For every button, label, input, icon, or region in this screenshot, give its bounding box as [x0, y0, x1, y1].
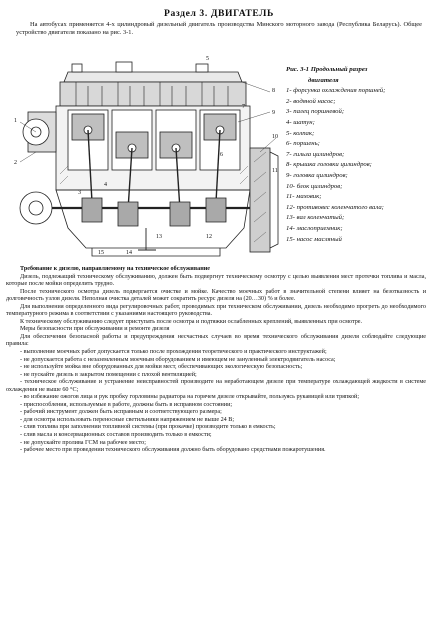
safety-rule: - не пускайте дизель в закрытом помещении с плохой вентиляцией; — [20, 371, 197, 378]
safety-rule: - приспособления, используемые в работе, должны быть в исправном состоянии; — [20, 401, 233, 408]
caption-title: Рис. 3-1 Продольный разрез — [286, 66, 368, 73]
safety-rule: - не используйте мойка вне оборудованных для мойки мест, обеспечивающих экологическую безопасность; — [20, 364, 303, 371]
callout-label: 15 — [98, 250, 104, 256]
callout-label: 12 — [206, 234, 212, 240]
legend-item: 3- палец поршневой; — [286, 108, 345, 116]
callout-label: 5 — [206, 56, 209, 62]
requirements-heading: Требование к дизелю, направляемому на техническое обслуживание — [20, 266, 211, 272]
callout-label: 3 — [78, 190, 81, 196]
callout-label: 14 — [126, 250, 132, 256]
callout-label: 10 — [272, 134, 278, 140]
callout-label: 6 — [220, 152, 223, 158]
safety-rule: - не допускайте пролива ГСМ на рабочее место; — [20, 439, 146, 446]
paragraph: После технического осмотра дизель подвергается очистке и мойке. Качество моечных работ в значительной степени влияет на безотказность и долговечность узлов дизеля. Неполная очистка деталей может сократить ресурс дизеля на (20…30) % и более. — [6, 288, 426, 303]
callout-label: 9 — [272, 110, 275, 116]
intro-paragraph: На автобусах применяется 4-х цилиндровый дизельный двигатель производства Минского моторного завода (Республика Беларусь). Общее устройство двигателя показано на рис. 3-1. — [16, 21, 422, 36]
legend-item: 15- насос масляный — [286, 235, 342, 243]
safety-rule: - во избежание ожогов лица и рук пробку горловины радиатора на горячем дизеле открывайте, пользуясь рукавицей или тряпкой; — [20, 394, 360, 401]
callout-label: 7 — [242, 104, 245, 110]
callout-label: 4 — [104, 182, 107, 188]
paragraph: Для выполнения определенного вида регулировочных работ, проводимых при техническом обслуживании, дизель необходимо прогреть до необходимого температурного режима в соответствии с указаниями настоящего руководства. — [6, 303, 426, 318]
safety-rule: - для осмотра использовать переносные светильники напряжением не выше 24 В; — [20, 416, 235, 423]
safety-rule: - рабочий инструмент должен быть исправным и соответствующего размера; — [20, 409, 222, 416]
safety-rule: - слив масла и консервационных составов производить только в емкости; — [20, 432, 212, 439]
callout-label: 8 — [272, 88, 275, 94]
legend-item: 9- головка цилиндров; — [286, 171, 348, 179]
legend-item: 10- блок цилиндров; — [286, 182, 343, 190]
safety-rule: - рабочее место при проведении технического обслуживания должно быть оборудовано средствами пожаротушения. — [20, 447, 326, 454]
figure-legend — [286, 86, 431, 245]
legend-item: 12- противовес коленчатого вала; — [286, 203, 384, 211]
section-title: Раздел 3. ДВИГАТЕЛЬ — [164, 8, 274, 19]
engine-section-drawing — [6, 52, 288, 260]
main-text — [6, 266, 426, 455]
callout-label: 2 — [14, 160, 17, 166]
callout-label: 1 — [14, 118, 17, 124]
paragraph: Дизель, подлежащий техническому обслуживанию, должен быть подвергнут техническому осмотру с целью выявления мест протечки топлива и масла, которые после мойки определить трудно. — [6, 273, 426, 288]
legend-item: 5- колпак; — [286, 129, 315, 137]
legend-item: 7- гильза цилиндров; — [286, 150, 345, 158]
legend-item: 8- крышка головки цилиндров; — [286, 161, 372, 169]
paragraph: Для обеспечения безопасной работы и предупреждения несчастных случаев во время технического обслуживания дизеля соблюдайте следующие правила: — [6, 333, 426, 348]
legend-item: 14- маслоприемник; — [286, 224, 343, 232]
safety-rule: - не допускается работа с незаземленным моечным оборудованием и имеющем не зануленный электродвигатель насоса; — [20, 356, 336, 363]
callout-label: 11 — [272, 168, 278, 174]
safety-rule: - техническое обслуживание и устранение неисправностей производите на неработающем дизеле при температуре охлаждающей жидкости в системе охлаждения не выше 60 °С; — [6, 379, 426, 393]
callout-label: 13 — [156, 234, 162, 240]
legend-item: 13- вал коленчатый; — [286, 214, 345, 222]
legend-item: 1- форсунка охлаждения поршней; — [286, 87, 386, 95]
legend-item: 6- поршень; — [286, 140, 320, 148]
legend-item: 4- шатун; — [286, 118, 315, 126]
safety-rule: - выполнение моечных работ допускается только после прохождения теоретического и практического инструктажей; — [20, 349, 327, 356]
legend-item: 11- маховик; — [286, 193, 322, 201]
legend-item: 2- водяной насос; — [286, 97, 336, 105]
paragraph: К техническому обслуживанию следует приступать после осмотра и подтяжки ослабленных креплений, выявленных при осмотре. — [20, 318, 363, 325]
safety-rule: - слив топлива при заполнении топливной системы (при прокачке) производите только в емкость; — [20, 424, 276, 431]
figure-caption — [286, 65, 431, 245]
caption-title-cont: двигателя — [308, 76, 339, 84]
safety-heading: Меры безопасности при обслуживании и ремонте дизеля — [20, 326, 170, 333]
